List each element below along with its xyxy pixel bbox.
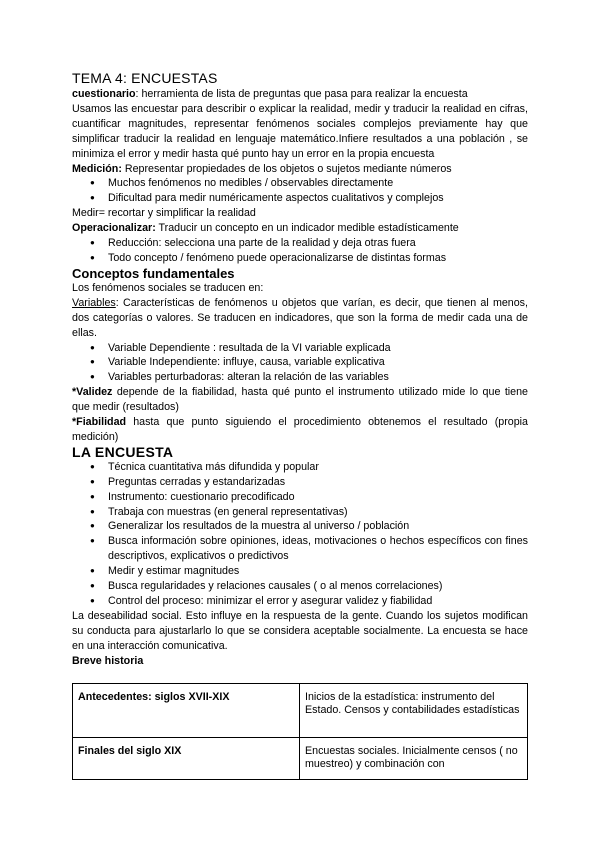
term-cuestionario: cuestionario <box>72 88 136 100</box>
term-operacionalizar: Operacionalizar: <box>72 222 156 235</box>
intro-paragraph: Usamos las encuestar para describir o explicar la realidad, medir y traducir la realidad en cifras, cuantificar magnitudes, representar fenómenos sociales complejos previamente hay que simplificar traducir la realidad en lenguaje matemático.Infiere resultados a una población , se minimiza el error y medir hasta qué punto hay un error en la propia encuesta <box>72 102 528 160</box>
list-item: ● Busca información sobre opiniones, ideas, motivaciones o hechos específicos con fines descriptivos, explicativos o predictivos <box>108 534 528 564</box>
operacionalizar-list <box>72 236 528 266</box>
term-variables: Variables <box>72 296 116 309</box>
list-item: ● Instrumento: cuestionario precodificado <box>108 490 528 505</box>
list-item: ● Preguntas cerradas y estandarizadas <box>108 475 528 490</box>
conceptos-intro: Los fenómenos sociales se traducen en: <box>72 281 264 294</box>
section-heading-encuesta: LA ENCUESTA <box>72 443 174 460</box>
list-item: ● Variables perturbadoras: alteran la relación de las variables <box>108 370 528 385</box>
encuesta-list <box>72 460 528 609</box>
list-item: ● Trabaja con muestras (en general representativas) <box>108 505 528 520</box>
medicion-note: Medir= recortar y simplificar la realidad <box>72 207 256 220</box>
fiabilidad-definition: *Fiabilidad hasta que punto siguiendo el procedimiento obtenemos el resultado (propia medición) <box>72 416 528 443</box>
medicion-definition: Medición: Representar propiedades de los objetos o sujetos mediante números <box>72 162 452 175</box>
term-fiabilidad: *Fiabilidad <box>72 416 127 429</box>
list-item: ● Muchos fenómenos no medibles / observables directamente <box>108 176 528 191</box>
validez-definition: *Validez depende de la fiabilidad, hasta qué punto el instrumento utilizado mide lo que tiene que medir (resultados) <box>72 386 528 414</box>
table-row <box>73 737 528 779</box>
list-item: ● Control del proceso: minimizar el error y asegurar validez y fiabilidad <box>108 594 528 609</box>
medicion-list <box>72 176 528 206</box>
intro-definition: cuestionario: herramienta de lista de preguntas que pasa para realizar la encuesta <box>72 88 468 100</box>
section-heading-conceptos: Conceptos fundamentales <box>72 265 235 281</box>
list-item: ● Medir y estimar magnitudes <box>108 564 528 579</box>
table-cell-description: Inicios de la estadística: instrumento del Estado. Censos y contabilidades estadísticas <box>300 683 528 737</box>
table-row <box>73 683 528 737</box>
variables-definition: Variables: Características de fenómenos u objetos que varían, es decir, que tienen al menos, dos categorías o valores. Se traducen en indicadores, que son la forma de medir cada una de ellas. <box>72 296 528 339</box>
deseabilidad-paragraph: La deseabilidad social. Esto influye en la respuesta de la gente. Cuando los sujetos modifican su conducta para ajustarlarlo lo que se considera aceptable socialmente. La encuesta se hace en una interacción comunicativa. <box>72 609 528 652</box>
list-item: ● Variable Independiente: influye, causa, variable explicativa <box>108 355 528 370</box>
table-cell-description: Encuestas sociales. Inicialmente censos ( no muestreo) y combinación con <box>300 737 528 779</box>
list-item: ● Generalizar los resultados de la muestra al universo / población <box>108 519 528 534</box>
list-item: ● Variable Dependiente : resultada de la VI variable explicada <box>108 341 528 356</box>
table-cell-period: Finales del siglo XIX <box>73 737 300 779</box>
operacionalizar-definition: Operacionalizar: Traducir un concepto en un indicador medible estadísticamente <box>72 222 459 235</box>
term-medicion: Medición: <box>72 162 122 175</box>
list-item: ● Reducción: selecciona una parte de la realidad y deja otras fuera <box>108 236 528 251</box>
table-cell-period: Antecedentes: siglos XVII-XIX <box>73 683 300 737</box>
page-title: TEMA 4: ENCUESTAS <box>72 70 218 86</box>
history-table <box>72 683 528 780</box>
list-item: ● Busca regularidades y relaciones causales ( o al menos correlaciones) <box>108 579 528 594</box>
variables-list <box>72 341 528 386</box>
historia-heading: Breve historia <box>72 654 144 667</box>
term-validez: *Validez <box>72 386 113 399</box>
list-item: ● Técnica cuantitativa más difundida y popular <box>108 460 528 475</box>
list-item: ● Todo concepto / fenómeno puede operacionalizarse de distintas formas <box>108 251 528 266</box>
list-item: ● Dificultad para medir numéricamente aspectos cualitativos y complejos <box>108 191 528 206</box>
